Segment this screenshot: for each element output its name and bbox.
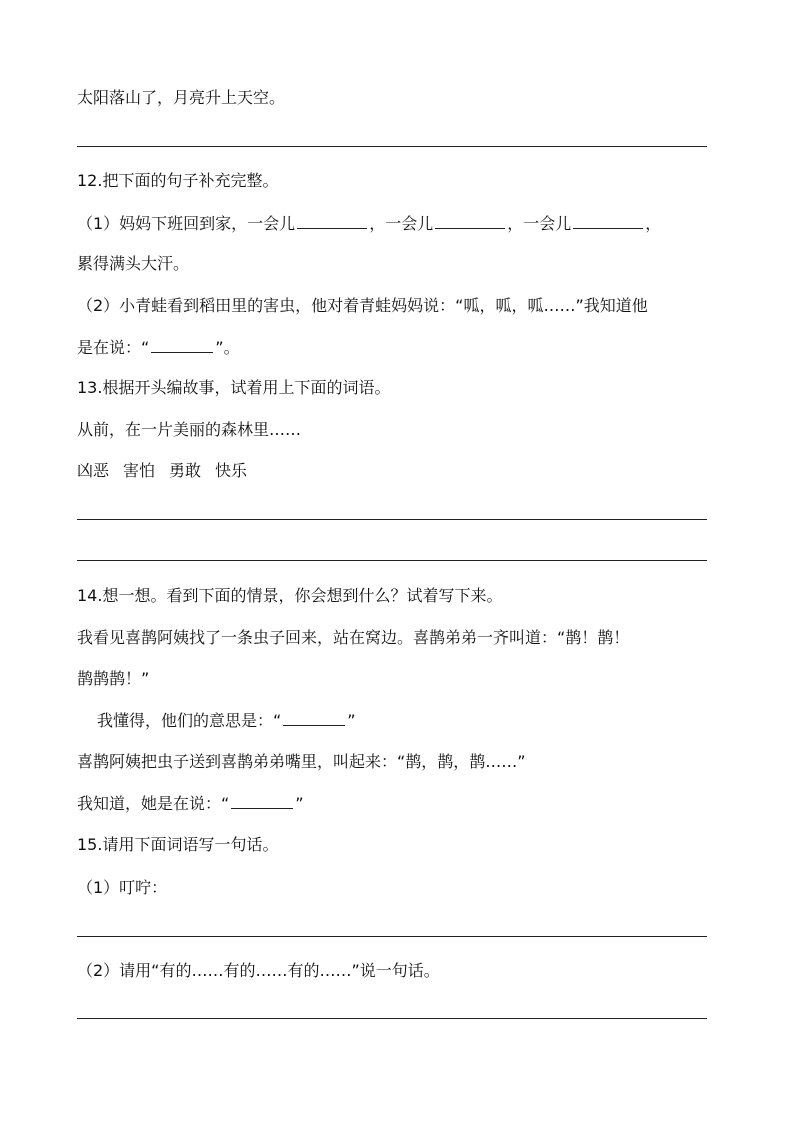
q12-item1-mid2: ，一会儿 <box>507 214 572 233</box>
q12-title: 12.把下面的句子补充完整。 <box>77 171 279 190</box>
q12-item1-mid1: ，一会儿 <box>369 214 434 233</box>
q12-item1-cont: 累得满头大汗。 <box>77 254 190 273</box>
q12-item1-prefix: （1）妈妈下班回到家，一会儿 <box>77 214 296 233</box>
q15-title: 15.请用下面词语写一句话。 <box>77 835 279 854</box>
q14-know-prefix: 我知道，她是在说：“ <box>77 794 230 813</box>
q15-item1: （1）叮咛： <box>77 878 168 897</box>
q12-item1-end: ， <box>645 214 662 233</box>
q13-word-list <box>77 461 247 481</box>
word: 害怕 <box>123 461 156 480</box>
q12-item2-line1: （2）小青蛙看到稻田里的害虫，他对着青蛙妈妈说：“呱，呱，呱……”我知道他 <box>77 296 648 315</box>
fill-blank[interactable] <box>151 338 213 353</box>
answer-line <box>77 560 707 561</box>
fill-blank[interactable] <box>283 711 345 726</box>
q12-item1 <box>77 214 661 234</box>
q14-p2: 喜鹊阿姨把虫子送到喜鹊弟弟嘴里，叫起来：“鹊，鹊，鹊……” <box>77 752 526 771</box>
q14-understand-suffix: ” <box>347 711 356 730</box>
top-sentence: 太阳落山了，月亮升上天空。 <box>77 88 286 107</box>
word: 凶恶 <box>77 461 110 480</box>
q14-understand-prefix: 我懂得，他们的意思是：“ <box>97 711 282 730</box>
answer-line <box>77 146 707 147</box>
answer-line <box>77 936 707 937</box>
q12-item2-suffix: ”。 <box>215 338 240 357</box>
q12-item2-prefix: 是在说：“ <box>77 338 150 357</box>
q13-title: 13.根据开头编故事，试着用上下面的词语。 <box>77 378 391 397</box>
q14-know <box>77 794 304 814</box>
q14-understand <box>97 711 356 731</box>
fill-blank[interactable] <box>297 214 367 229</box>
fill-blank[interactable] <box>573 214 643 229</box>
word: 快乐 <box>215 461 248 480</box>
q14-title: 14.想一想。看到下面的情景，你会想到什么？试着写下来。 <box>77 586 503 605</box>
q13-opening: 从前，在一片美丽的森林里…… <box>77 420 302 439</box>
answer-line <box>77 519 707 520</box>
q14-p1-line2: 鹊鹊鹊！” <box>77 669 150 688</box>
q12-item2-line2 <box>77 338 240 358</box>
q15-item2: （2）请用“有的……有的……有的……”说一句话。 <box>77 961 440 980</box>
fill-blank[interactable] <box>435 214 505 229</box>
word: 勇敢 <box>169 461 202 480</box>
q14-know-suffix: ” <box>295 794 304 813</box>
answer-line <box>77 1018 707 1019</box>
q14-p1-line1: 我看见喜鹊阿姨找了一条虫子回来，站在窝边。喜鹊弟弟一齐叫道：“鹊！鹊！ <box>77 628 630 647</box>
fill-blank[interactable] <box>231 794 293 809</box>
